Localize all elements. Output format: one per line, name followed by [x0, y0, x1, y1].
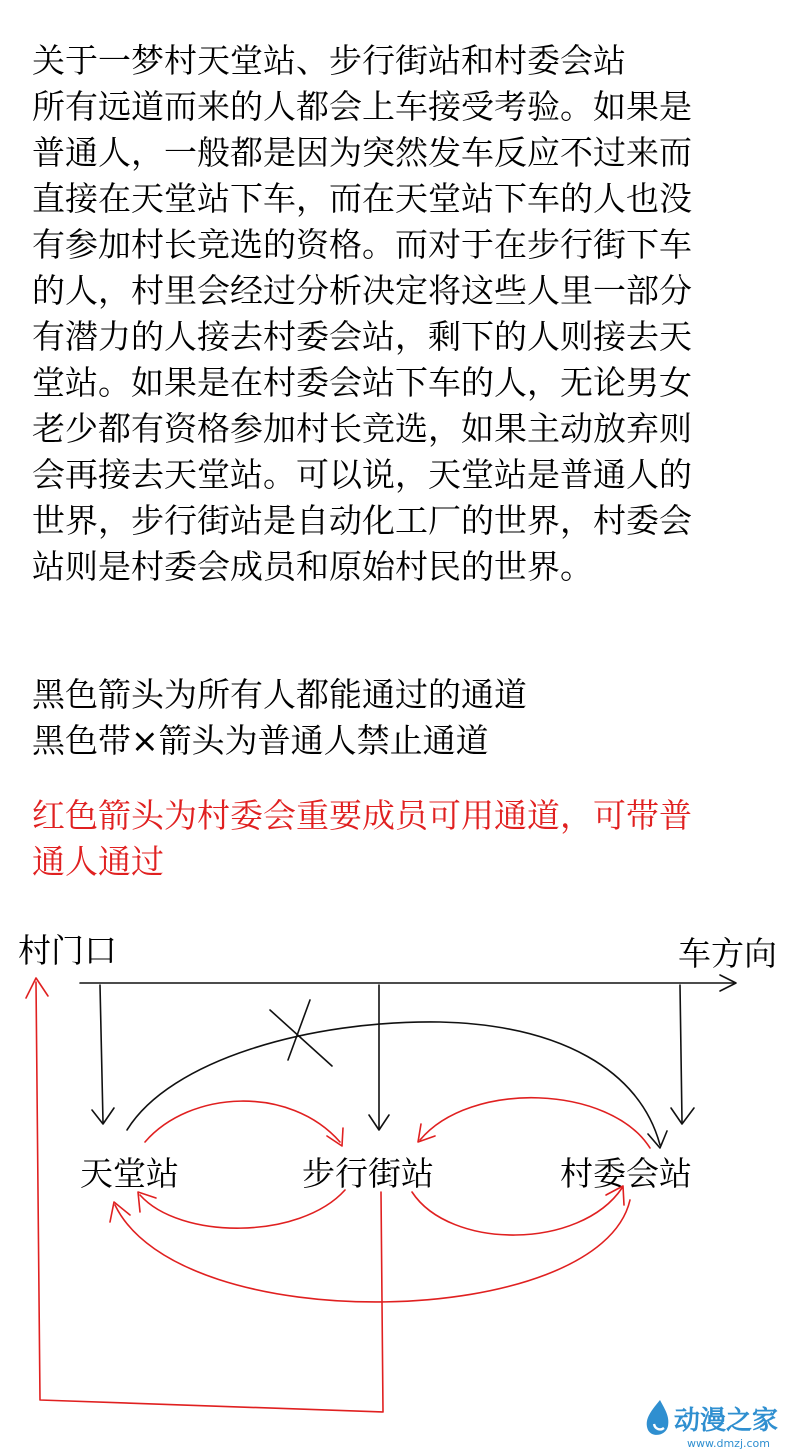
- intro-line: 世界，步行街站是自动化工厂的世界，村委会: [32, 501, 692, 540]
- arrowhead: [110, 1202, 130, 1222]
- red-arc-committee-to-heaven: [115, 1200, 630, 1302]
- direction-label: 车方向: [678, 934, 777, 973]
- watermark-brand: 动漫之家: [673, 1405, 778, 1436]
- drop-arrow-heaven: [100, 985, 103, 1122]
- intro-line: 普通人，一般都是因为突然发车反应不过来而: [32, 133, 692, 172]
- legend-red-line: 通人通过: [32, 842, 164, 881]
- station-walking-street: 步行街站: [302, 1154, 434, 1193]
- legend-black-arrow: 黑色箭头为所有人都能通过的通道: [32, 675, 527, 714]
- legend-red-line: 红色箭头为村委会重要成员可用通道，可带普: [32, 796, 692, 835]
- droplet-logo-icon: [640, 1398, 674, 1438]
- intro-line: 堂站。如果是在村委会站下车的人，无论男女: [32, 363, 692, 402]
- arrowhead: [648, 1131, 667, 1148]
- intro-line: 所有远道而来的人都会上车接受考验。如果是: [32, 87, 692, 126]
- legend-black-cross-arrow: 黑色带×箭头为普通人禁止通道: [32, 721, 489, 760]
- red-arc-heaven-to-walking: [145, 1101, 340, 1142]
- intro-line: 有参加村长竞选的资格。而对于在步行街下车: [32, 225, 692, 264]
- intro-line: 直接在天堂站下车，而在天堂站下车的人也没: [32, 179, 692, 218]
- intro-line: 站则是村委会成员和原始村民的世界。: [32, 547, 593, 586]
- watermark-url: www.dmzj.com: [687, 1437, 770, 1450]
- cross-mark: [270, 1010, 332, 1066]
- intro-line: 关于一梦村天堂站、步行街站和村委会站: [32, 41, 626, 80]
- arrowhead: [26, 978, 48, 998]
- intro-line: 有潜力的人接去村委会站，剩下的人则接去天: [32, 317, 692, 356]
- station-heaven: 天堂站: [80, 1154, 179, 1193]
- village-gate-label: 村门口: [18, 931, 117, 970]
- red-path-walking-to-gate: [36, 982, 383, 1412]
- watermark: [640, 1398, 778, 1450]
- forbidden-arc: [127, 1022, 660, 1145]
- station-committee: 村委会站: [560, 1154, 692, 1193]
- red-arc-committee-to-walking: [420, 1098, 650, 1148]
- drop-arrow-committee: [680, 985, 682, 1122]
- intro-line: 老少都有资格参加村长竞选，如果主动放弃则: [32, 409, 692, 448]
- intro-line: 会再接去天堂站。可以说，天堂站是普通人的: [32, 455, 692, 494]
- intro-line: 的人，村里会经过分析决定将这些人里一部分: [32, 271, 692, 310]
- red-arc-walking-to-committee: [412, 1188, 622, 1235]
- red-arc-walking-to-heaven: [140, 1190, 345, 1228]
